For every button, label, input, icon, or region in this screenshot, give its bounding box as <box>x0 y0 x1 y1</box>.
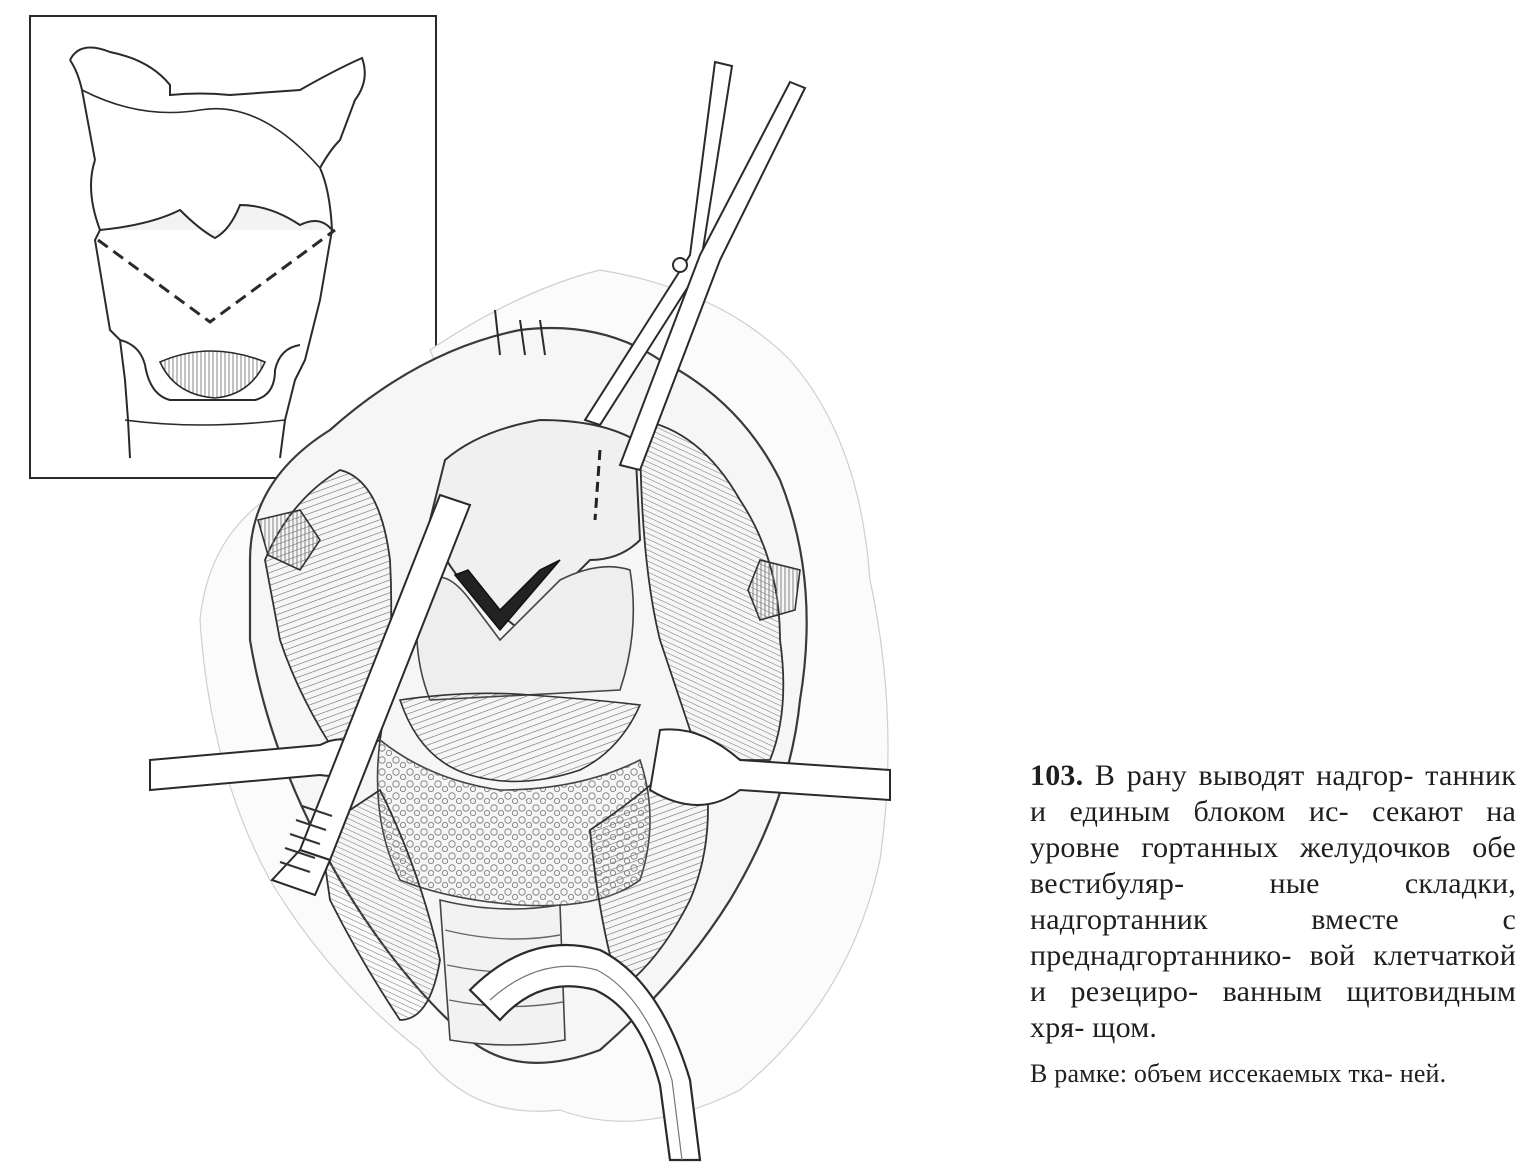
caption-line: вместе с преднадгортаннико- <box>1030 903 1517 972</box>
caption-line: танник и единым блоком ис- <box>1030 759 1517 828</box>
figure-number: 103. <box>1030 759 1084 792</box>
inset-note-line: В рамке: объем иссекаемых тка- <box>1030 1059 1393 1088</box>
caption-line: щом. <box>1092 1011 1158 1044</box>
figure-caption <box>1030 758 1516 1089</box>
caption-line: ванным щитовидным хря- <box>1030 975 1517 1044</box>
caption-line: секают на уровне гортанных <box>1030 795 1516 864</box>
caption-main-text <box>1030 758 1516 1046</box>
caption-line: В рану выводят надгор- <box>1094 759 1414 792</box>
inset-note <box>1030 1058 1516 1089</box>
caption-line: желудочков обе вестибуляр- <box>1030 831 1516 900</box>
inset-note-line: ней. <box>1399 1059 1447 1088</box>
caption-line: вой клетчаткой и резециро- <box>1030 939 1516 1008</box>
caption-line: ные складки, надгортанник <box>1030 867 1516 936</box>
